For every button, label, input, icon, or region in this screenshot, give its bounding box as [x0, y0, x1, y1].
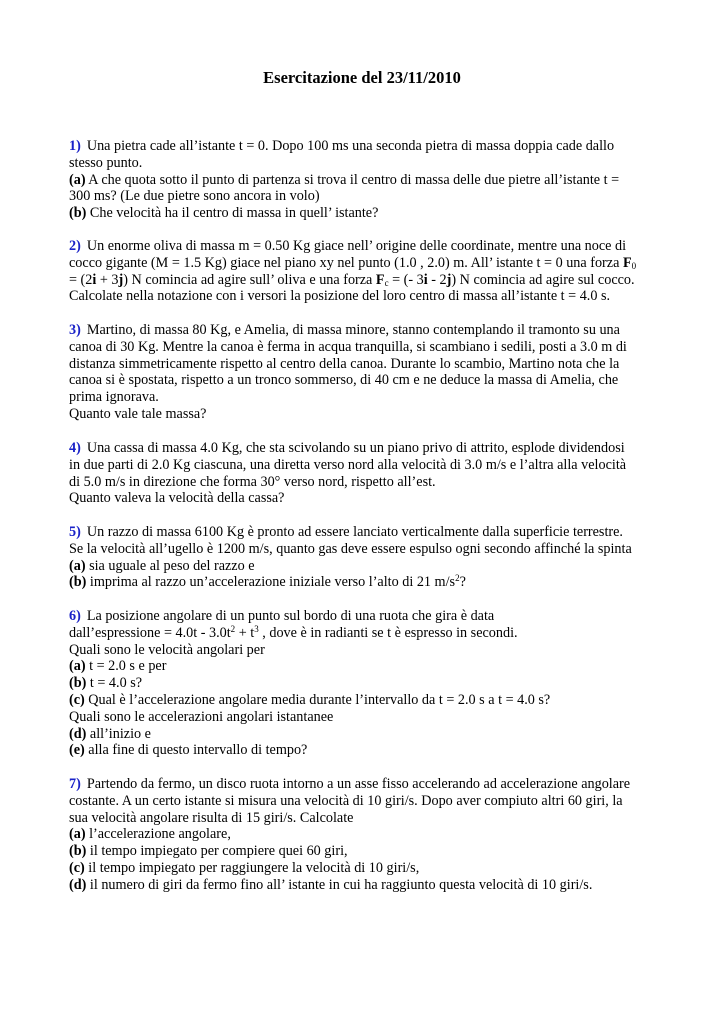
exercise-1: 1) Una pietra cade all’istante t = 0. Dopo 100 ms una seconda pietra di massa doppia cade dallo stesso punto. (a) A che quota sotto il punto di partenza si trova il centro di massa delle due pietre all’istante t = 300 ms? (Le due pietre sono ancora in volo) (b) Che velocità ha il centro di massa in quell’ istante?: [69, 138, 620, 222]
exercise-number: 1): [69, 138, 81, 154]
exercise-number: 5): [69, 524, 81, 540]
exercise-3: 3) Martino, di massa 80 Kg, e Amelia, di massa minore, stanno contemplando il tramonto su una canoa di 30 Kg. Mentre la canoa è ferma in acqua tranquilla, si scambiano i sedili, posti a 3.0 m di distanza simmetricamente rispetto al centro della canoa. Durante lo scambio, Martino nota che la canoa si è spostata, rispetto a un tronco sommerso, di 40 cm e ne deduce la massa di Amelia, che prima ignorava. Quanto vale tale massa?: [69, 322, 627, 422]
exercise-6: 6) La posizione angolare di un punto sul bordo di una ruota che gira è data dall’espressione = $4.0t - 3.0t^2 + t^3$ , dove è in radianti se t è espresso in secondi. Quali sono le velocità angolari per (a) t = 2.0 s e per (b) t = 4.0 s? (c) Qual è l’accelerazione angolare media durante l’intervallo da t = 2.0 s a t = 4.0 s? Quali sono le accelerazioni angolari istantanee (d) all’inizio e (e) alla fine di questo intervallo di tempo?: [69, 608, 551, 759]
exercise-number: 7): [69, 776, 81, 792]
exercise-5: 5) Un razzo di massa 6100 Kg è pronto ad essere lanciato verticalmente dalla superficie terrestre. Se la velocità all’ugello è 1200 m/s, quanto gas deve essere espulso ogni secondo affinché la spinta (a) sia uguale al peso del razzo e (b) imprima al razzo un’accelerazione iniziale verso l’alto di 21 $m/s^2$?: [69, 524, 632, 591]
exercise-4: 4) Una cassa di massa 4.0 Kg, che sta scivolando su un piano privo di attrito, esplode dividendosi in due parti di 2.0 Kg ciascuna, una diretta verso nord alla velocità di 3.0 m/s e l’altra alla velocità di 5.0 m/s in direzione che forma 30° verso nord, rispetto all’est. Quanto valeva la velocità della cassa?: [69, 440, 627, 507]
exercise-7: 7) Partendo da fermo, un disco ruota intorno a un asse fisso accelerando ad accelerazione angolare costante. A un certo istante si misura una velocità di 10 giri/s. Dopo aver compiuto altri 60 giri, la sua velocità angolare risulta di 15 giri/s. Calcolate (a) l’accelerazione angolare, (b) il tempo impiegato per compiere quei 60 giri, (c) il tempo impiegato per raggiungere la velocità di 10 giri/s, (d) il numero di giri da fermo fino all’ istante in cui ha raggiunto questa velocità di 10 giri/s.: [69, 776, 631, 893]
exercise-number: 6): [69, 608, 81, 624]
exercise-2: 2) Un enorme oliva di massa m = 0.50 Kg giace nell’ origine delle coordinate, mentre una noce di cocco gigante (M = 1.5 Kg) giace nel piano xy nel punto (1.0 , 2.0) m. All’ istante t = 0 una forza $F_0$ = (2i + 3j) N comincia ad agire sull’ oliva e una forza $F_c$ = (- 3i - 2j) N comincia ad agire sul cocco. Calcolate nella notazione con i versori la posizione del loro centro di massa all’istante t = 4.0 s.: [69, 238, 637, 305]
exercise-number: 2): [69, 238, 81, 254]
exercise-number: 3): [69, 322, 81, 338]
exercise-number: 4): [69, 440, 81, 456]
page-title: Esercitazione del 23/11/2010: [263, 68, 461, 87]
